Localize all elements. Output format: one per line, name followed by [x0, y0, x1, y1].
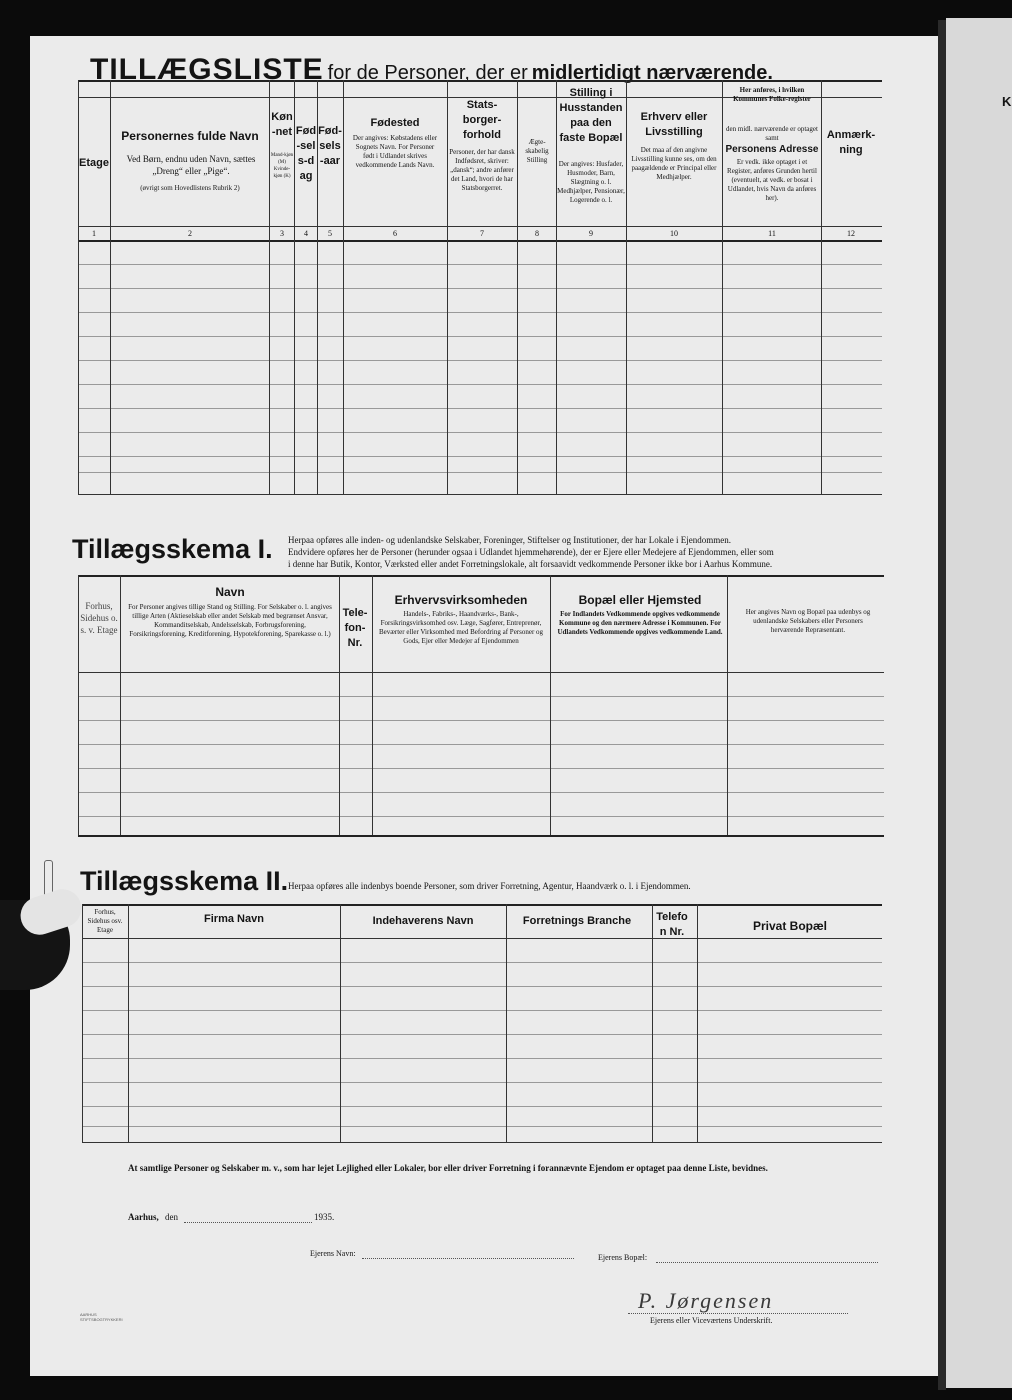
s2-header-bottom — [82, 938, 882, 939]
owner-name-label: Ejerens Navn: — [310, 1249, 356, 1258]
s1-bottom-rule — [78, 835, 884, 837]
t1-col5-head: Fød-sels-aar — [318, 125, 342, 167]
t1-col3-head: Køn-net — [271, 111, 293, 138]
s1-col5-sub: For Indlandets Vedkommende opgives vedkommende Kommune og den nærmere Adresse i Kommunen. For Udlandets Vedkommende opgives vedkommende Land. — [557, 610, 723, 636]
grid-hline — [78, 336, 882, 337]
t1-bottom-rule — [78, 494, 882, 495]
t1-col8-head: Ægte-skabelig Stilling — [525, 138, 549, 164]
t1-col7-sub: Personer, der har dansk Indfødsret, skriver: „dansk“; andre anfører det Land, hvori de har Statsborgerret. — [449, 148, 515, 192]
owner-name-line — [362, 1258, 574, 1259]
grid-hline — [78, 720, 884, 721]
s1-col5-head: Bopæl eller Hjemsted — [578, 593, 702, 607]
grid-vline — [727, 575, 728, 835]
s2-bottom-rule — [82, 1142, 882, 1143]
s1-col1: Forhus, Sidehus o. s. v. Etage — [80, 601, 118, 635]
t1-col2-sub2: (øvrigt som Hovedlistens Rubrik 2) — [140, 184, 240, 192]
grid-hline — [78, 792, 884, 793]
t1-num-3: 3 — [280, 229, 284, 238]
s1-title: Tillægsskema I. — [72, 534, 273, 564]
t1-header-bottom — [78, 226, 882, 227]
t1-col6-sub: Der angives: Købstadens eller Sognets Navn. For Personer født i Udlandet skrives vedkommende Lands Navn. — [352, 134, 438, 169]
grid-hline — [82, 1034, 882, 1035]
grid-vline — [506, 904, 507, 1142]
grid-hline — [78, 408, 882, 409]
book-spine — [938, 20, 946, 1390]
grid-hline — [82, 962, 882, 963]
printer-mark: AARHUS STIFTSBOGTRYKKERI — [80, 1312, 123, 1322]
t1-num-11: 11 — [768, 229, 776, 238]
t1-col7-head: Stats-borger-forhold — [462, 99, 502, 141]
t1-col12-head: Anmærk-ning — [826, 129, 876, 156]
signature-line — [628, 1313, 848, 1314]
title-mid: for de Personer, der er — [327, 62, 528, 84]
s2-col4: Forretnings Branche — [522, 915, 632, 927]
t1-col9-head: Stilling i Husstanden paa den faste Bopæl — [559, 87, 623, 144]
t1-num-8: 8 — [535, 229, 539, 238]
footer-den: den — [165, 1212, 178, 1222]
s1-col6: Her angives Navn og Bopæl paa udenbys og udenlandske Selskabers eller Personers herværende Repræsentant. — [745, 608, 871, 634]
footer-statement: At samtlige Personer og Selskaber m. v., som har lejet Lejlighed eller Lokaler, bor eller driver Forretning i forannævnte Ejendom er optaget paa denne Liste, bevidnes. — [128, 1163, 768, 1173]
grid-vline — [550, 575, 551, 835]
t1-col4-head: Fød-sels-dag — [295, 125, 317, 182]
grid-hline — [82, 1010, 882, 1011]
t1-body-top — [78, 240, 882, 242]
t1-top-rule — [78, 80, 882, 82]
footer-year: 1935. — [314, 1212, 335, 1222]
grid-vline — [110, 80, 111, 494]
t1-num-7: 7 — [480, 229, 484, 238]
t1-col11-head2: Personens Adresse — [725, 144, 819, 155]
s1-col4-head: Erhvervsvirksomheden — [394, 593, 528, 607]
s1-desc-2: Endvidere opføres her de Personer (herunder ogsaa i Udlandet hjemmehørende), der er Ejere eller Medejere af Ejendommen, eller som — [288, 547, 774, 557]
t1-num-5: 5 — [328, 229, 332, 238]
grid-hline — [82, 986, 882, 987]
t1-col6-head: Fødested — [370, 117, 420, 129]
t1-num-10: 10 — [670, 229, 678, 238]
t1-num-12: 12 — [847, 229, 855, 238]
s2-col2: Firma Navn — [204, 913, 264, 925]
s1-col2-sub: For Personer angives tillige Stand og Stilling. For Selskaber o. l. angives tillige Arten (Aktieselskab eller andet Selskab med begrænset Ansvar, Kommanditselskab, Andelsselskab, Forbrugsforening, Forsikringsforening, Kreditforening, Hypotekforening, Sparekasse o. l.) — [128, 603, 332, 638]
grid-hline — [78, 696, 884, 697]
s1-header-bottom — [78, 672, 884, 673]
t1-col10-sub: Det maa af den angivne Livsstilling kunne ses, om den paagældende er Principal eller Medhjælper. — [631, 146, 717, 181]
t1-col1-head: Etage — [79, 157, 109, 169]
grid-hline — [78, 312, 882, 313]
title-bold: midlertidigt nærværende. — [531, 62, 773, 84]
grid-hline — [78, 288, 882, 289]
t1-col2-sub: Ved Børn, endnu uden Navn, sættes „Dreng“ eller „Pige“. — [126, 154, 256, 176]
grid-vline — [517, 80, 518, 494]
t1-num-2: 2 — [188, 229, 192, 238]
grid-vline — [78, 80, 79, 494]
s1-desc-1: Herpaa opføres alle inden- og udenlandske Selskaber, Foreninger, Stiftelser og Institutioner, der har Lokale i Ejendommen. — [288, 535, 732, 545]
s2-title: Tillægsskema II. — [80, 866, 289, 896]
grid-vline — [340, 904, 341, 1142]
grid-hline — [82, 1126, 882, 1127]
s1-col2-head: Navn — [215, 585, 245, 599]
owner-address-label: Ejerens Bopæl: — [598, 1253, 648, 1262]
grid-vline — [78, 575, 79, 835]
grid-hline — [78, 432, 882, 433]
grid-hline — [78, 456, 882, 457]
grid-vline — [372, 575, 373, 835]
owner-address-line — [656, 1262, 878, 1263]
grid-hline — [78, 360, 882, 361]
adjacent-page-letter: K — [1002, 94, 1012, 109]
grid-vline — [120, 575, 121, 835]
s2-col3: Indehaverens Navn — [372, 915, 474, 927]
grid-hline — [82, 1058, 882, 1059]
s2-col5: Telefon Nr. — [656, 911, 688, 938]
grid-hline — [82, 1106, 882, 1107]
signature: P. Jørgensen — [638, 1288, 774, 1313]
grid-hline — [82, 1082, 882, 1083]
t1-num-4: 4 — [304, 229, 308, 238]
grid-vline — [269, 80, 270, 494]
t1-col9-sub: Der angives: Husfader, Husmoder, Barn, Slægtning o. l. Medhjælper, Pensionær, Logerende o. l. — [557, 160, 625, 204]
grid-vline — [82, 904, 83, 1142]
footer-city: Aarhus, — [128, 1212, 159, 1222]
t1-col2-head: Personernes fulde Navn — [121, 129, 259, 143]
t1-col11-sub: den midl. nærværende er optaget samt — [726, 125, 818, 142]
t1-col10-head: Erhverv eller Livsstilling — [640, 111, 708, 138]
title-main: TILLÆGSLISTE — [90, 53, 324, 86]
grid-vline — [128, 904, 129, 1142]
grid-hline — [78, 264, 882, 265]
s1-col3: Tele-fon-Nr. — [342, 607, 368, 649]
s1-desc-3: i denne har Butik, Kontor, Værksted eller andet Forretningslokale, alt forsaavidt vedkommende Personer ikke bor i Aarhus Kommune. — [288, 559, 773, 569]
s1-top-rule — [78, 575, 884, 577]
grid-hline — [78, 744, 884, 745]
grid-vline — [652, 904, 653, 1142]
signer-label: Ejerens eller Viceværtens Underskrift. — [650, 1316, 773, 1325]
grid-hline — [78, 768, 884, 769]
t1-num-1: 1 — [92, 229, 96, 238]
s2-top-rule — [82, 904, 882, 906]
s2-desc: Herpaa opføres alle indenbys boende Personer, som driver Forretning, Agentur, Haandværk o. l. i Ejendommen. — [288, 881, 691, 891]
grid-hline — [78, 472, 882, 473]
grid-vline — [343, 80, 344, 494]
s2-col1: Forhus, Sidehus osv. Etage — [87, 908, 123, 934]
date-line — [184, 1222, 312, 1223]
grid-vline — [626, 80, 627, 494]
grid-vline — [722, 80, 723, 494]
t1-col11-head: Her anføres, i hvilken Kommunes Folke-register — [733, 86, 811, 103]
t1-col3-sub: Mand-kjøn (M) Kvinde-kjøn (K) — [270, 153, 294, 179]
adjacent-page — [946, 18, 1012, 1388]
t1-num-6: 6 — [393, 229, 397, 238]
t1-col11-sub2: Er vedk. ikke optaget i et Register, anføres Grunden hertil (eventuelt, at vedk. er bosat i Udlandet, hvis Navn da anføres her). — [727, 158, 817, 202]
grid-vline — [697, 904, 698, 1142]
grid-hline — [78, 384, 882, 385]
grid-vline — [447, 80, 448, 494]
t1-num-9: 9 — [589, 229, 593, 238]
s2-col6: Privat Bopæl — [752, 919, 827, 933]
s1-col4-sub: Handels-, Fabriks-, Haandværks-, Bank-, Forsikringsvirksomhed osv. Læge, Sagfører, Entreprenør, Beværter eller Virksomhed med Befordring af Personer og Gods, Ejer eller Medejer af Ejendommen — [378, 610, 544, 645]
grid-hline — [78, 816, 884, 817]
